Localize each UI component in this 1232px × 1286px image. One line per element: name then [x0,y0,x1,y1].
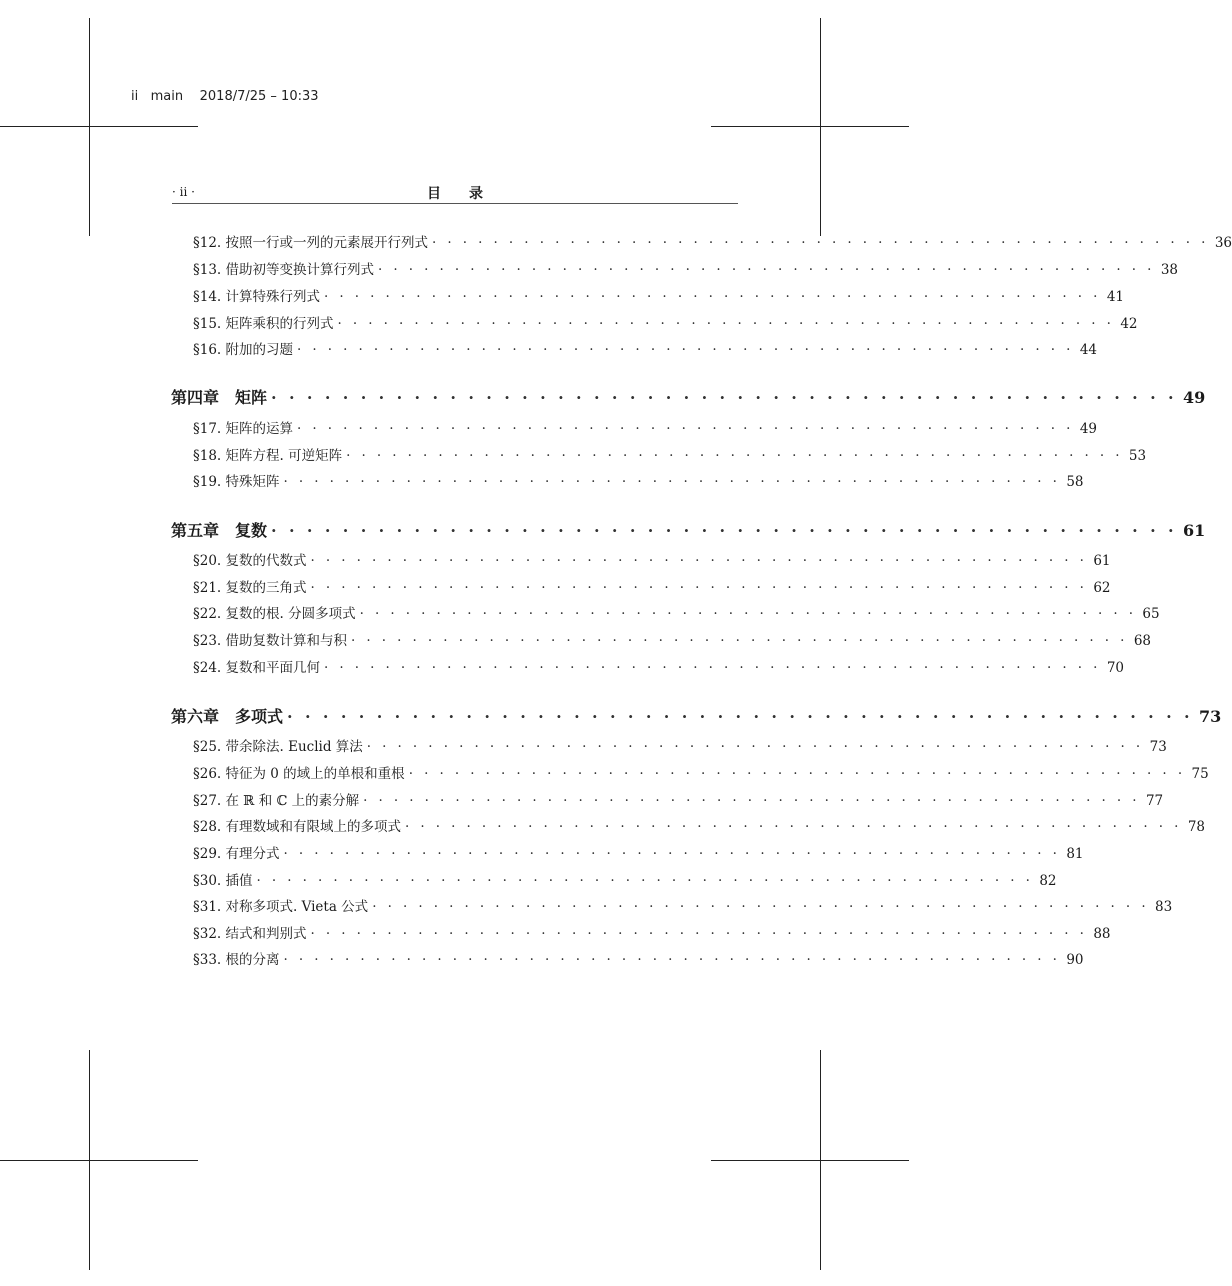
leader-dots: · · · · · · · · · · · · · · · · · · · · · · · · · · · · · · · · · · · · · · · · · · · · · · · · · · · [363,793,1140,809]
toc-entry-page: 82 [1039,873,1057,889]
toc-entry-page: 44 [1079,342,1098,358]
leader-dots: · · · · · · · · · · · · · · · · · · · · · · · · · · · · · · · · · · · · · · · · · · · · · · · · · · · [283,952,1061,968]
leader-dots: · · · · · · · · · · · · · · · · · · · · · · · · · · · · · · · · · · · · · · · · · · · · · · · · · · · [372,899,1150,915]
toc-entry[interactable] [193,444,1147,464]
leader-dots: · · · · · · · · · · · · · · · · · · · · · · · · · · · · · · · · · · · · · · · · · · · · · · · · · · · [324,289,1101,305]
toc-entry-title: §25. 带余除法. Euclid 算法 [193,739,363,755]
toc-entry-page: 49 [1079,421,1098,437]
toc-entry[interactable] [193,312,1138,332]
toc-entry[interactable] [193,922,1111,942]
toc-entry-page: 38 [1160,262,1179,278]
toc-entry[interactable] [193,258,1179,278]
toc-entry-title: §14. 计算特殊行列式 [193,289,321,305]
toc-entry-page: 70 [1106,660,1125,676]
toc-entry-page: 53 [1128,448,1147,464]
toc-entry-page: 65 [1142,606,1160,622]
page-number: · ii · [172,185,195,199]
toc-entry-title: §18. 矩阵方程. 可逆矩阵 [193,448,343,464]
toc-entry-title: §20. 复数的代数式 [193,553,307,569]
leader-dots: · · · · · · · · · · · · · · · · · · · · · · · · · · · · · · · · · · · · · · · · · · · · · · · · · · · [310,580,1088,596]
toc-entry-title: §29. 有理分式 [193,846,280,862]
leader-dots: · · · · · · · · · · · · · · · · · · · · · · · · · · · · · · · · · · · · · · · · · · · · · · · · · · · [310,926,1088,942]
crop-mark-top-left-horizontal [0,126,198,127]
print-slug: ii main 2018/7/25 – 10:33 [131,89,319,104]
toc-entry[interactable] [193,762,1209,782]
leader-dots: · · · · · · · · · · · · · · · · · · · · · · · · · · · · · · · · · · · · · · · · · · · · · · · · · · · [271,388,1178,407]
toc-entry-title: §27. 在 ℝ 和 ℂ 上的素分解 [193,793,360,809]
leader-dots: · · · · · · · · · · · · · · · · · · · · · · · · · · · · · · · · · · · · · · · · · · · · · · · · · · · [256,873,1034,889]
leader-dots: · · · · · · · · · · · · · · · · · · · · · · · · · · · · · · · · · · · · · · · · · · · · · · · · · · · [432,235,1209,251]
toc-entry[interactable] [193,417,1098,437]
toc-entry-title: §17. 矩阵的运算 [193,421,294,437]
toc-entry-title: §30. 插值 [193,873,253,889]
toc-chapter-title: 第六章 多项式 [171,707,284,726]
leader-dots: · · · · · · · · · · · · · · · · · · · · · · · · · · · · · · · · · · · · · · · · · · · · · · · · · · · [408,766,1186,782]
leader-dots: · · · · · · · · · · · · · · · · · · · · · · · · · · · · · · · · · · · · · · · · · · · · · · · · · · · [378,262,1155,278]
toc-entry[interactable] [193,629,1152,649]
leader-dots: · · · · · · · · · · · · · · · · · · · · · · · · · · · · · · · · · · · · · · · · · · · · · · · · · · · [297,421,1074,437]
toc-entry-title: §13. 借助初等变换计算行列式 [193,262,375,278]
toc-entry[interactable] [193,231,1232,251]
toc-entry[interactable] [193,338,1098,358]
leader-dots: · · · · · · · · · · · · · · · · · · · · · · · · · · · · · · · · · · · · · · · · · · · · · · · · · · · [366,739,1144,755]
crop-mark-top-right-horizontal [711,126,909,127]
toc-entry-page: 81 [1066,846,1084,862]
toc-entry[interactable] [193,549,1111,569]
page-title: 目 录 [427,186,483,202]
leader-dots: · · · · · · · · · · · · · · · · · · · · · · · · · · · · · · · · · · · · · · · · · · · · · · · · · · · [405,819,1182,835]
toc-entry-title: §21. 复数的三角式 [193,580,307,596]
leader-dots: · · · · · · · · · · · · · · · · · · · · · · · · · · · · · · · · · · · · · · · · · · · · · · · · · · · [283,474,1061,490]
toc-entry-title: §22. 复数的根. 分圆多项式 [193,606,356,622]
toc-entry[interactable] [193,869,1057,889]
toc-entry-title: §12. 按照一行或一列的元素展开行列式 [193,235,429,251]
leader-dots: · · · · · · · · · · · · · · · · · · · · · · · · · · · · · · · · · · · · · · · · · · · · · · · · · · · [283,846,1061,862]
toc-entry-page: 75 [1191,766,1209,782]
toc-entry-page: 73 [1149,739,1167,755]
toc-entry-page: 42 [1120,316,1138,332]
toc-chapter[interactable] [171,704,1222,727]
toc-entry-title: §19. 特殊矩阵 [193,474,280,490]
toc-entry[interactable] [193,602,1160,622]
toc-chapter-page: 61 [1183,521,1206,540]
toc-entry[interactable] [193,895,1173,915]
toc-entry-title: §24. 复数和平面几何 [193,660,321,676]
toc-chapter[interactable] [171,518,1206,541]
toc-entry-page: 77 [1145,793,1164,809]
crop-mark-bottom-right-horizontal [711,1160,909,1161]
toc-entry[interactable] [193,789,1164,809]
crop-mark-bottom-left-horizontal [0,1160,198,1161]
toc-entry-title: §23. 借助复数计算和与积 [193,633,348,649]
leader-dots: · · · · · · · · · · · · · · · · · · · · · · · · · · · · · · · · · · · · · · · · · · · · · · · · · · · [310,553,1088,569]
toc-entry[interactable] [193,576,1111,596]
toc-chapter[interactable] [171,385,1206,408]
toc-entry[interactable] [193,285,1125,305]
leader-dots: · · · · · · · · · · · · · · · · · · · · · · · · · · · · · · · · · · · · · · · · · · · · · · · · · · · [346,448,1123,464]
toc-entry-page: 41 [1106,289,1125,305]
toc-entry-title: §26. 特征为 0 的域上的单根和重根 [193,766,405,782]
toc-entry[interactable] [193,842,1084,862]
toc-entry-page: 88 [1093,926,1111,942]
toc-entry-title: §33. 根的分离 [193,952,280,968]
leader-dots: · · · · · · · · · · · · · · · · · · · · · · · · · · · · · · · · · · · · · · · · · · · · · · · · · · · [287,707,1194,726]
toc-entry-page: 36 [1214,235,1232,251]
toc-entry-page: 83 [1155,899,1173,915]
leader-dots: · · · · · · · · · · · · · · · · · · · · · · · · · · · · · · · · · · · · · · · · · · · · · · · · · · · [337,316,1115,332]
toc-entry-page: 90 [1066,952,1084,968]
crop-mark-top-left-vertical [89,18,90,236]
running-header [172,185,738,204]
leader-dots: · · · · · · · · · · · · · · · · · · · · · · · · · · · · · · · · · · · · · · · · · · · · · · · · · · · [324,660,1101,676]
leader-dots: · · · · · · · · · · · · · · · · · · · · · · · · · · · · · · · · · · · · · · · · · · · · · · · · · · · [359,606,1137,622]
toc-entry-page: 61 [1093,553,1111,569]
toc-entry-title: §28. 有理数域和有限域上的多项式 [193,819,402,835]
crop-mark-top-right-vertical [820,18,821,236]
leader-dots: · · · · · · · · · · · · · · · · · · · · · · · · · · · · · · · · · · · · · · · · · · · · · · · · · · · [297,342,1074,358]
toc-entry-page: 68 [1133,633,1152,649]
toc-entry[interactable] [193,470,1084,490]
toc-entry-title: §32. 结式和判别式 [193,926,307,942]
toc-entry-page: 58 [1066,474,1084,490]
toc-chapter-page: 73 [1199,707,1222,726]
toc-entry[interactable] [193,815,1206,835]
toc-entry[interactable] [193,735,1167,755]
toc-entry[interactable] [193,948,1084,968]
toc-chapter-title: 第四章 矩阵 [171,388,268,407]
toc-entry-page: 62 [1093,580,1111,596]
toc-entry-page: 78 [1187,819,1206,835]
leader-dots: · · · · · · · · · · · · · · · · · · · · · · · · · · · · · · · · · · · · · · · · · · · · · · · · · · · [351,633,1128,649]
leader-dots: · · · · · · · · · · · · · · · · · · · · · · · · · · · · · · · · · · · · · · · · · · · · · · · · · · · [271,521,1178,540]
toc-entry-title: §31. 对称多项式. Vieta 公式 [193,899,369,915]
toc-entry-title: §15. 矩阵乘积的行列式 [193,316,334,332]
toc-chapter-page: 49 [1183,388,1206,407]
toc-entry[interactable] [193,656,1125,676]
toc-chapter-title: 第五章 复数 [171,521,268,540]
toc-entry-title: §16. 附加的习题 [193,342,294,358]
